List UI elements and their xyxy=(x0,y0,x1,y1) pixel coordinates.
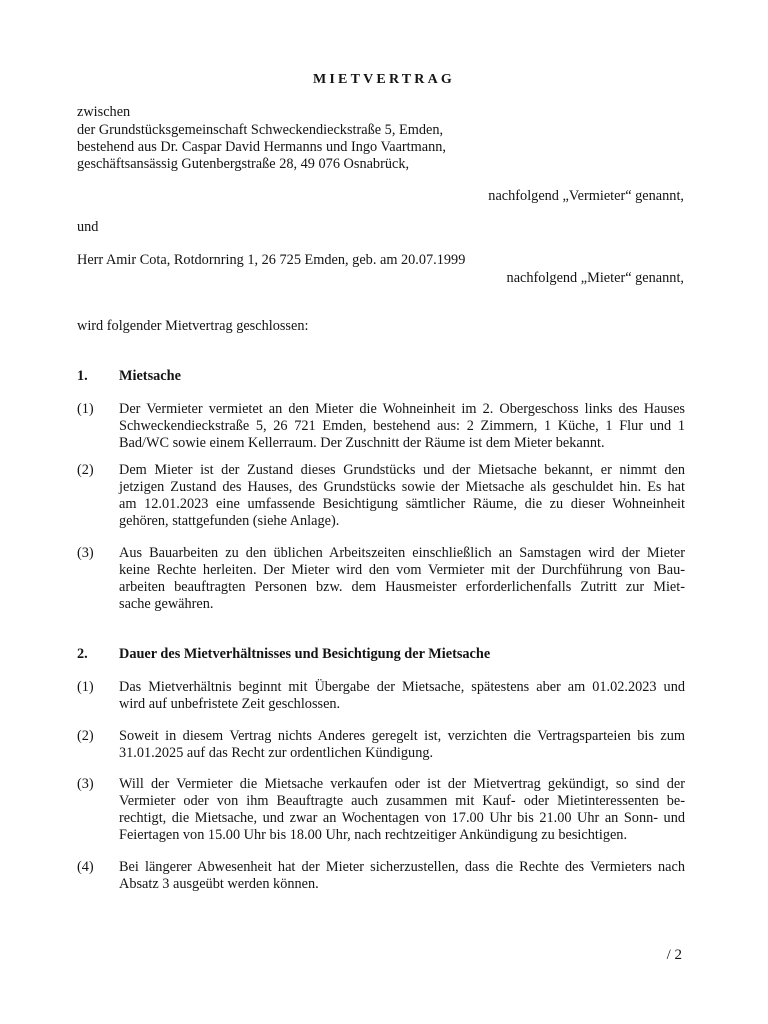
paragraph-line: Will der Vermieter die Mietsache verkaufen oder ist der Mietvertrag gekündigt, so sind der xyxy=(119,776,685,792)
paragraph-number: (1) xyxy=(77,679,94,695)
paragraph-text xyxy=(119,859,685,893)
paragraph-number: (3) xyxy=(77,776,94,792)
parties-and: und xyxy=(77,219,99,235)
section-number: 1. xyxy=(77,368,88,384)
paragraph-text xyxy=(119,679,685,713)
parties-intro: zwischen xyxy=(77,104,131,120)
paragraph-line: sache gewähren. xyxy=(119,596,214,612)
section-title: Mietsache xyxy=(119,368,181,384)
paragraph-line: Bei längerer Abwesenheit hat der Mieter sicherzustellen, dass die Rechte des Vermieters nach xyxy=(119,859,685,875)
paragraph-line: Schweckendieckstraße 5, 26 721 Emden, bestehend aus: 2 Zimmern, 1 Küche, 1 Flur und 1 xyxy=(119,418,685,434)
paragraph-line: 31.01.2025 auf das Recht zur ordentlichen Kündigung. xyxy=(119,745,434,761)
paragraph-line: wird auf unbefristete Zeit geschlossen. xyxy=(119,696,341,712)
paragraph-text xyxy=(119,401,685,452)
landlord-line: geschäftsansässig Gutenbergstraße 28, 49 076 Osnabrück, xyxy=(77,156,410,172)
document-title: MIETVERTRAG xyxy=(312,72,456,87)
paragraph-line: jetzigen Zustand des Hauses, des Grundstücks sowie der Mietsache als geschuldet hin. Es hat xyxy=(119,479,685,495)
section-title: Dauer des Mietverhältnisses und Besichtigung der Mietsache xyxy=(119,646,491,662)
paragraph-line: gehören, stattgefunden (siehe Anlage). xyxy=(119,513,340,529)
paragraph-number: (2) xyxy=(77,462,94,478)
paragraph-line: Aus Bauarbeiten zu den üblichen Arbeitszeiten einschließlich an Samstagen wird der Mieter xyxy=(119,545,685,561)
paragraph-text xyxy=(119,462,685,530)
paragraph-number: (4) xyxy=(77,859,94,875)
paragraph-line: Feiertagen von 15.00 Uhr bis 18.00 Uhr, nach rechtzeitiger Ankündigung zu besichtigen. xyxy=(119,827,628,843)
paragraph-line: Dem Mieter ist der Zustand dieses Grundstücks und der Mietsache bekannt, er nimmt den xyxy=(119,462,685,478)
paragraph-line: Der Vermieter vermietet an den Mieter die Wohneinheit im 2. Obergeschoss links des Hauses xyxy=(119,401,685,417)
paragraph-line: arbeiten beauftragten Personen bzw. dem Hausmeister erforderlichenfalls Zutritt zur Miet- xyxy=(119,579,685,595)
page-number-marker: / 2 xyxy=(666,947,682,963)
paragraph-line: Das Mietverhältnis beginnt mit Übergabe der Mietsache, spätestens aber am 01.02.2023 und xyxy=(119,679,685,695)
paragraph-line: Soweit in diesem Vertrag nichts Anderes geregelt ist, verzichten die Vertragsparteien bis zum xyxy=(119,728,685,744)
paragraph-text xyxy=(119,728,685,762)
paragraph-line: Vermieter oder von ihm Beauftragte auch zusammen mit Kauf- oder Mietinteressenten be- xyxy=(119,793,685,809)
landlord-alias: nachfolgend „Vermieter“ genannt, xyxy=(488,188,684,204)
tenant-line: Herr Amir Cota, Rotdornring 1, 26 725 Emden, geb. am 20.07.1999 xyxy=(77,252,466,268)
landlord-line: bestehend aus Dr. Caspar David Hermanns und Ingo Vaartmann, xyxy=(77,139,446,155)
paragraph-number: (2) xyxy=(77,728,94,744)
paragraph-line: Bad/WC sowie einem Kellerraum. Der Zuschnitt der Räume ist dem Mieter bekannt. xyxy=(119,435,605,451)
paragraph-text xyxy=(119,545,685,613)
paragraph-line: keine Rechte herleiten. Der Mieter wird den vom Vermieter mit der Durchführung von Bau- xyxy=(119,562,685,578)
paragraph-number: (3) xyxy=(77,545,94,561)
paragraph-line: am 12.01.2023 eine umfassende Besichtigung sämtlicher Räume, die zu dieser Wohneinheit xyxy=(119,496,685,512)
section-number: 2. xyxy=(77,646,88,662)
paragraph-number: (1) xyxy=(77,401,94,417)
tenant-alias: nachfolgend „Mieter“ genannt, xyxy=(506,270,684,286)
paragraph-line: Absatz 3 ausgeübt werden können. xyxy=(119,876,319,892)
paragraph-line: rechtigt, die Mietsache, und zwar an Wochentagen von 17.00 Uhr bis 21.00 Uhr an Sonn- und xyxy=(119,810,685,826)
contract-closing: wird folgender Mietvertrag geschlossen: xyxy=(77,318,309,334)
landlord-line: der Grundstücksgemeinschaft Schweckendieckstraße 5, Emden, xyxy=(77,122,444,138)
paragraph-text xyxy=(119,776,685,844)
